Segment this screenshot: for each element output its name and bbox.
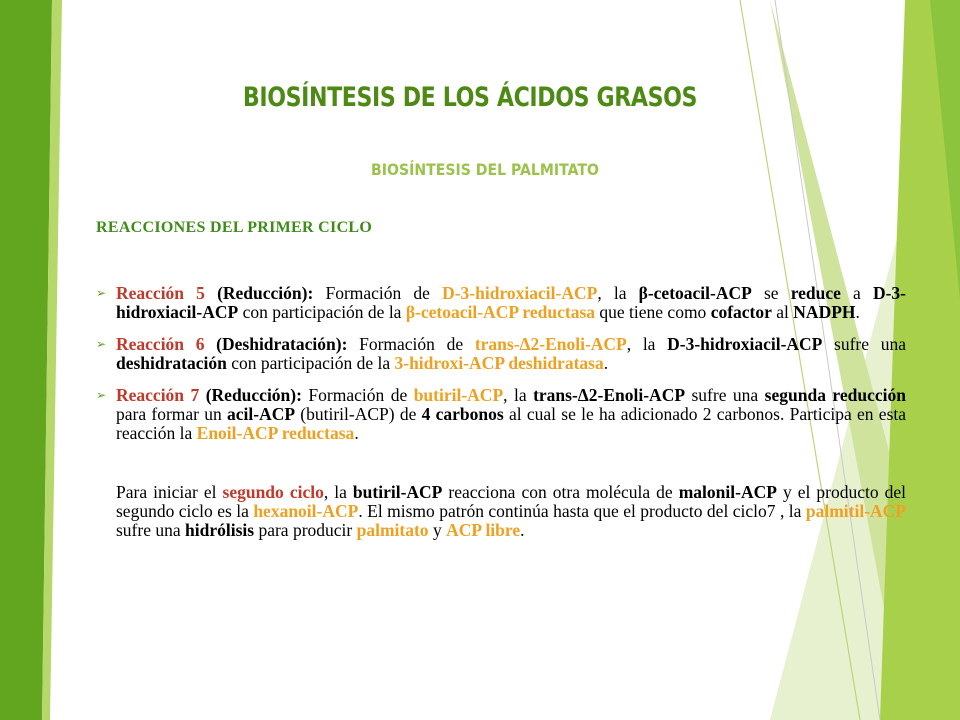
- text-run: , la: [626, 334, 668, 354]
- text-run: .: [603, 353, 609, 373]
- text-run: .: [520, 520, 525, 540]
- orange-term: palmitil-ACP: [805, 501, 906, 521]
- text-run: que tiene como: [595, 302, 711, 322]
- text-run: .: [855, 302, 860, 322]
- red-term: Reacción 7: [116, 385, 200, 405]
- bold-term: malonil-ACP: [678, 482, 777, 502]
- text-run: , la: [323, 482, 353, 502]
- bullet-arrow-icon: ➢: [96, 388, 107, 402]
- text-run: con participación de la: [238, 302, 406, 322]
- orange-term: Enoil-ACP reductasa: [196, 423, 355, 443]
- bold-term: D-3-hidroxiacil-ACP: [116, 283, 907, 322]
- reaction-7-text: [116, 385, 906, 443]
- bold-term: 4 carbonos: [421, 404, 504, 424]
- text-run: y: [428, 520, 447, 540]
- text-run: sufre una: [822, 334, 906, 354]
- text-run: , la: [503, 385, 534, 405]
- reaction-item: [96, 335, 906, 373]
- bold-term: deshidratación: [116, 353, 227, 373]
- bold-term: butiril-ACP: [352, 482, 443, 502]
- text-run: al cual se le ha adicionado 2 carbonos. Participa en esta reacción la: [116, 404, 907, 443]
- reaction-item: [96, 386, 906, 443]
- bold-term: cofactor: [710, 302, 772, 322]
- text-run: sufre una: [116, 520, 186, 540]
- text-run: Para iniciar el: [116, 482, 223, 502]
- text-run: .: [354, 423, 359, 443]
- reaction-6-text: [116, 334, 906, 373]
- orange-term: hexanoil-ACP: [253, 501, 359, 521]
- orange-term: 3-hidroxi-ACP deshidratasa: [394, 353, 604, 373]
- page-subtitle: BIOSÍNTESIS DEL PALMITATO: [371, 160, 599, 179]
- text-run: a: [840, 283, 873, 303]
- slide-content: [96, 284, 906, 540]
- orange-term: ACP libre: [446, 520, 521, 540]
- bold-term: hidrólisis: [185, 520, 255, 540]
- red-term: segundo ciclo: [222, 482, 324, 502]
- bold-term: segunda reducción: [764, 385, 906, 405]
- text-run: para producir: [254, 520, 357, 540]
- bold-term: (Deshidratación):: [204, 334, 360, 354]
- text-run: (butiril-ACP) de: [295, 404, 422, 424]
- closing-paragraph: [96, 483, 906, 540]
- page-title: BIOSÍNTESIS DE LOS ÁCIDOS GRASOS: [242, 82, 698, 113]
- text-run: . El mismo patrón continúa hasta que el producto del ciclo7 , la: [358, 501, 806, 521]
- orange-term: trans-Δ2-Enoli-ACP: [474, 334, 627, 354]
- reaction-item: [96, 284, 906, 322]
- text-run: se: [751, 283, 791, 303]
- bold-term: NADPH: [793, 302, 856, 322]
- text-run: reacciona con otra molécula de: [442, 482, 679, 502]
- bold-term: trans-Δ2-Enoli-ACP: [533, 385, 686, 405]
- text-run: al: [771, 302, 794, 322]
- reaction-5-text: [116, 283, 906, 322]
- red-term: Reacción 5: [116, 283, 205, 303]
- bold-term: (Reducción):: [199, 385, 309, 405]
- orange-term: β-cetoacil-ACP reductasa: [405, 302, 596, 322]
- text-run: y el producto del segundo ciclo es la: [116, 482, 907, 521]
- section-heading: REACCIONES DEL PRIMER CICLO: [96, 219, 373, 236]
- text-run: , la: [597, 283, 639, 303]
- bold-term: β-cetoacil-ACP: [638, 283, 752, 303]
- orange-term: D-3-hidroxiacil-ACP: [442, 283, 598, 303]
- orange-term: palmitato: [356, 520, 429, 540]
- text-run: Formación de: [308, 385, 414, 405]
- bold-term: reduce: [790, 283, 841, 303]
- text-run: Formación de: [325, 283, 443, 303]
- bold-term: acil-ACP: [227, 404, 296, 424]
- bullet-arrow-icon: ➢: [96, 337, 107, 351]
- text-run: sufre una: [685, 385, 765, 405]
- orange-term: butiril-ACP: [413, 385, 504, 405]
- text-run: con participación de la: [226, 353, 395, 373]
- bold-term: (Reducción):: [204, 283, 326, 303]
- bullet-arrow-icon: ➢: [96, 286, 107, 300]
- text-run: para formar un: [116, 404, 227, 424]
- red-term: Reacción 6: [116, 334, 205, 354]
- text-run: Formación de: [359, 334, 475, 354]
- bold-term: D-3-hidroxiacil-ACP: [667, 334, 823, 354]
